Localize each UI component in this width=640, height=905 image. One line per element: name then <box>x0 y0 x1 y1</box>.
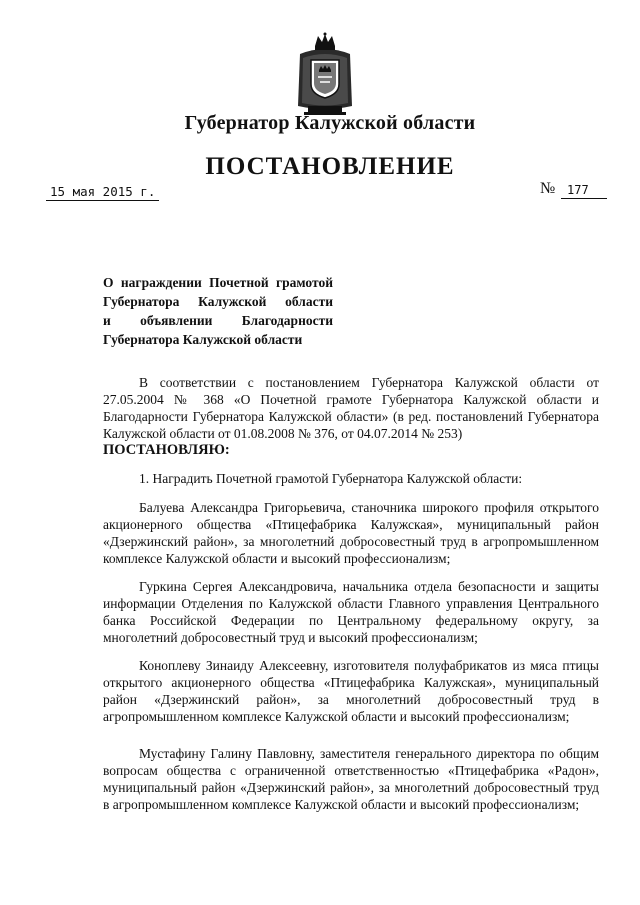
subject-line: Губернатора Калужской области <box>103 332 303 347</box>
coat-of-arms-icon <box>294 32 356 116</box>
awardee-paragraph: Коноплеву Зинаиду Алексеевну, изготовителя полуфабрикатов из мяса птицы открытого акционерного общества «Птицефабрика Калужская», муниципальный район «Дзержинский район», за многолетний добросовестный труд в агропромышленном комплексе Калужской области и высокий профессионализм; <box>103 658 599 724</box>
preamble-paragraph: В соответствии с постановлением Губернатора Калужской области от 27.05.2004 № 368 «О Почетной грамоте Губернатора Калужской области и Благодарности Губернатора Калужской области» (в ред. постановлений Губернатора Калужской области от 01.08.2008 № 376, от 04.07.2014 № 253) <box>103 375 599 441</box>
document-subject <box>103 273 333 349</box>
document-number-value: 177 <box>567 183 589 197</box>
subject-line: О награждении Почетной грамотой <box>103 275 333 290</box>
issuer-title: Губернатор Калужской области <box>184 112 476 134</box>
subject-line: Губернатора Калужской области <box>103 294 333 309</box>
document-type: ПОСТАНОВЛЕНИЕ <box>205 153 455 180</box>
item-1: 1. Наградить Почетной грамотой Губернатора Калужской области: <box>139 471 523 486</box>
awardee-paragraph: Балуева Александра Григорьевича, станочника широкого профиля открытого акционерного общества «Птицефабрика Калужская», муниципальный район «Дзержинский район», за многолетний добросовестный труд в агропромышленном комплексе Калужской области и высокий профессионализм; <box>103 500 599 566</box>
awardee-paragraph: Мустафину Галину Павловну, заместителя генерального директора по общим вопросам общества с ограниченной ответственностью «Птицефабрика «Радон», муниципальный район «Дзержинский район», за многолетний добросовестный труд в агропромышленном комплексе Калужской области и высокий профессионализм; <box>103 746 599 812</box>
document-number <box>561 183 607 199</box>
number-label: № <box>540 180 556 197</box>
document-date: 15 мая 2015 г. <box>46 184 159 201</box>
resolve-heading: ПОСТАНОВЛЯЮ: <box>103 442 230 458</box>
awardee-paragraph: Гуркина Сергея Александровича, начальника отдела безопасности и защиты информации Отделения по Калужской области Главного управления Центрального банка Российской Федерации по Центральному федеральному округу, за многолетний добросовестный труд и высокий профессионализм; <box>103 579 599 645</box>
subject-line: и объявлении Благодарности <box>103 313 333 328</box>
